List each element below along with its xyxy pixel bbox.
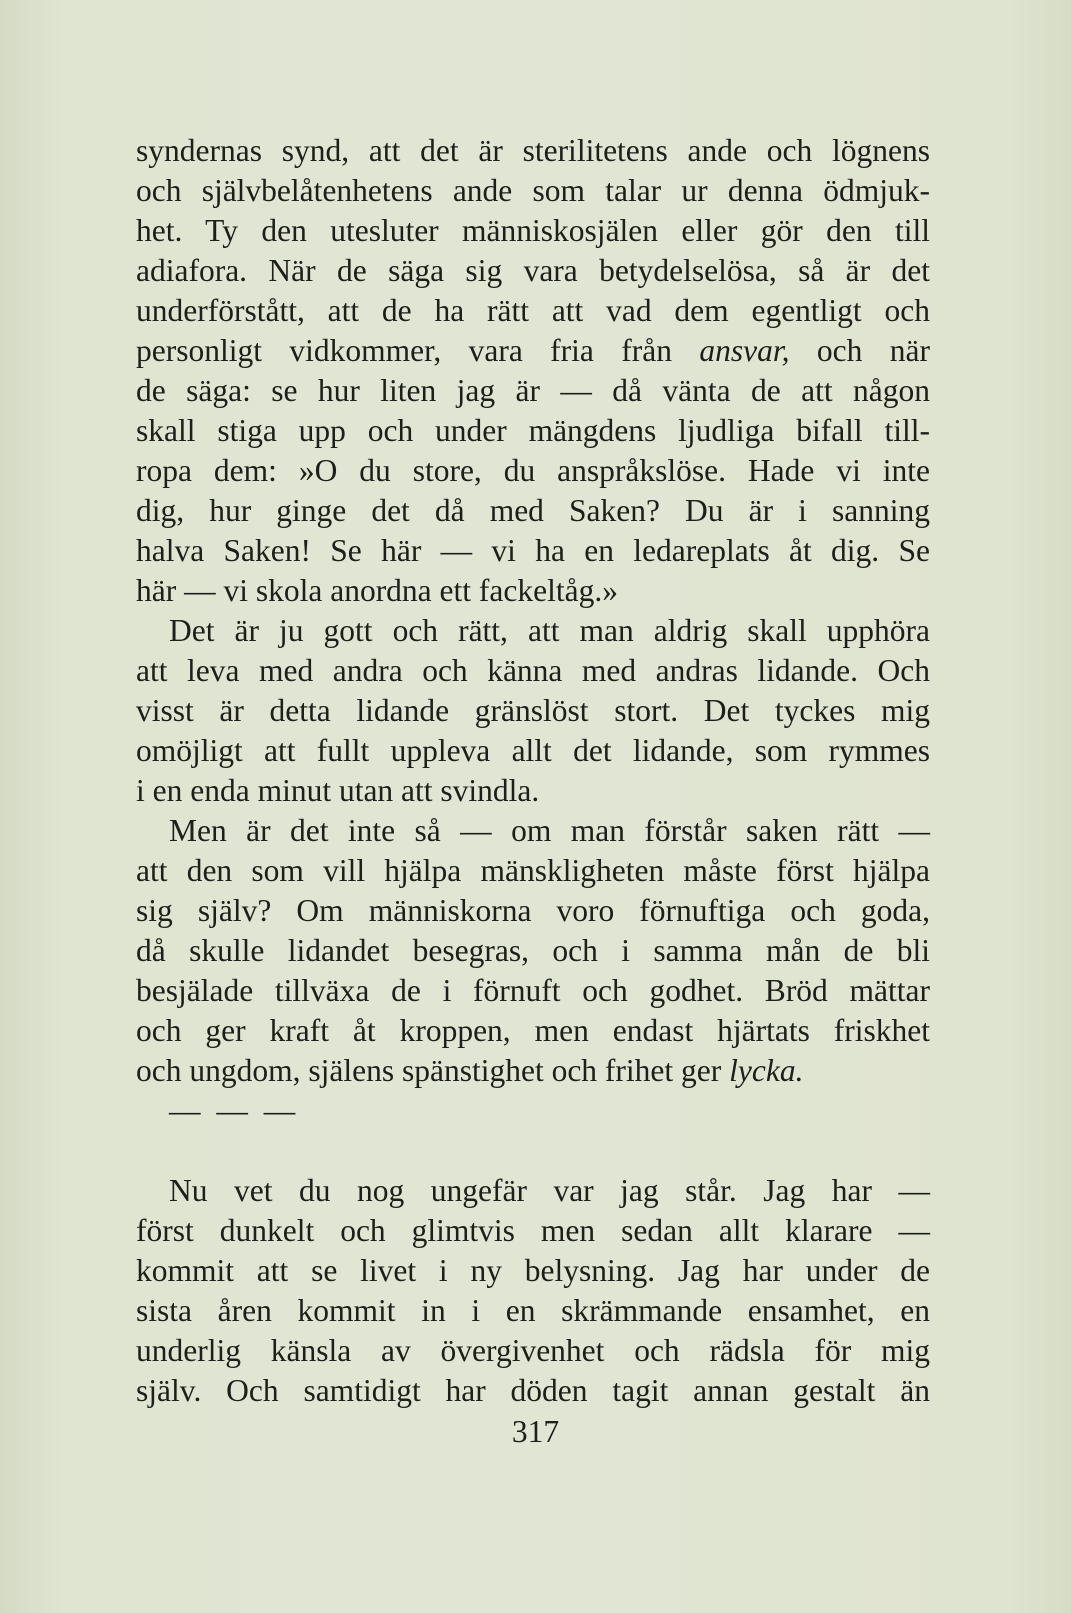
- paragraph-start: Men är det inte så — om man förstår saken rätt —: [169, 813, 930, 848]
- text-line: sig själv? Om människorna voro förnuftiga och goda,: [136, 893, 930, 928]
- text-line: själv. Och samtidigt har döden tagit annan gestalt än: [136, 1373, 930, 1408]
- text-line: att den som vill hjälpa mänskligheten måste först hjälpa: [136, 853, 930, 888]
- text-line: underlig känsla av övergivenhet och rädsla för mig: [136, 1333, 930, 1368]
- text-line: visst är detta lidande gränslöst stort. Det tyckes mig: [136, 693, 930, 728]
- body-text: [136, 131, 930, 1411]
- text-line: kommit att se livet i ny belysning. Jag har under de: [136, 1253, 930, 1288]
- text-line: omöjligt att fullt uppleva allt det lidande, som rymmes: [136, 733, 930, 768]
- text-line: och ger kraft åt kroppen, men endast hjärtats friskhet: [136, 1013, 930, 1048]
- text-line: halva Saken! Se här — vi ha en ledareplats åt dig. Se: [136, 533, 930, 568]
- text-line-with-emphasis: [136, 331, 930, 371]
- text-segment: personligt vidkommer, vara fria från: [136, 333, 672, 368]
- text-line: de säga: se hur liten jag är — då vänta de att någon: [136, 373, 930, 408]
- text-line: skall stiga upp och under mängdens ljudliga bifall till-: [136, 413, 930, 448]
- text-line: sista åren kommit in i en skrämmande ensamhet, en: [136, 1293, 930, 1328]
- text-line: syndernas synd, att det är sterilitetens ande och lögnens: [136, 133, 930, 168]
- text-line: besjälade tillväxa de i förnuft och godhet. Bröd mättar: [136, 973, 930, 1008]
- paragraph-start: Nu vet du nog ungefär var jag står. Jag har —: [169, 1173, 930, 1208]
- text-line-with-emphasis: [136, 1051, 930, 1091]
- paragraph-start: Det är ju gott och rätt, att man aldrig skall upphöra: [169, 613, 930, 648]
- text-line: och självbelåtenhetens ande som talar ur denna ödmjuk-: [136, 173, 930, 208]
- text-line: i en enda minut utan att svindla.: [136, 773, 540, 808]
- section-separator: — — —: [169, 1093, 300, 1128]
- text-line: att leva med andra och känna med andras lidande. Och: [136, 653, 930, 688]
- text-segment: och ungdom, själens spänstighet och frihet ger: [136, 1053, 722, 1088]
- text-line: då skulle lidandet besegras, och i samma mån de bli: [136, 933, 930, 968]
- text-line: dig, hur ginge det då med Saken? Du är i sanning: [136, 493, 930, 528]
- emphasis-lycka: lycka.: [729, 1053, 804, 1088]
- text-line: underförstått, att de ha rätt att vad dem egentligt och: [136, 293, 930, 328]
- text-line: adiafora. När de säga sig vara betydelselösa, så är det: [136, 253, 930, 288]
- text-line: het. Ty den utesluter människosjälen eller gör den till: [136, 213, 930, 248]
- text-line: ropa dem: »O du store, du anspråkslöse. Hade vi inte: [136, 453, 930, 488]
- page-number: 317: [511, 1414, 560, 1449]
- text-segment: och när: [816, 333, 931, 368]
- text-line: först dunkelt och glimtvis men sedan allt klarare —: [136, 1213, 930, 1248]
- blank-line: [136, 1131, 930, 1171]
- emphasis-ansvar: ansvar,: [699, 333, 790, 368]
- text-line: här — vi skola anordna ett fackeltåg.»: [136, 573, 618, 608]
